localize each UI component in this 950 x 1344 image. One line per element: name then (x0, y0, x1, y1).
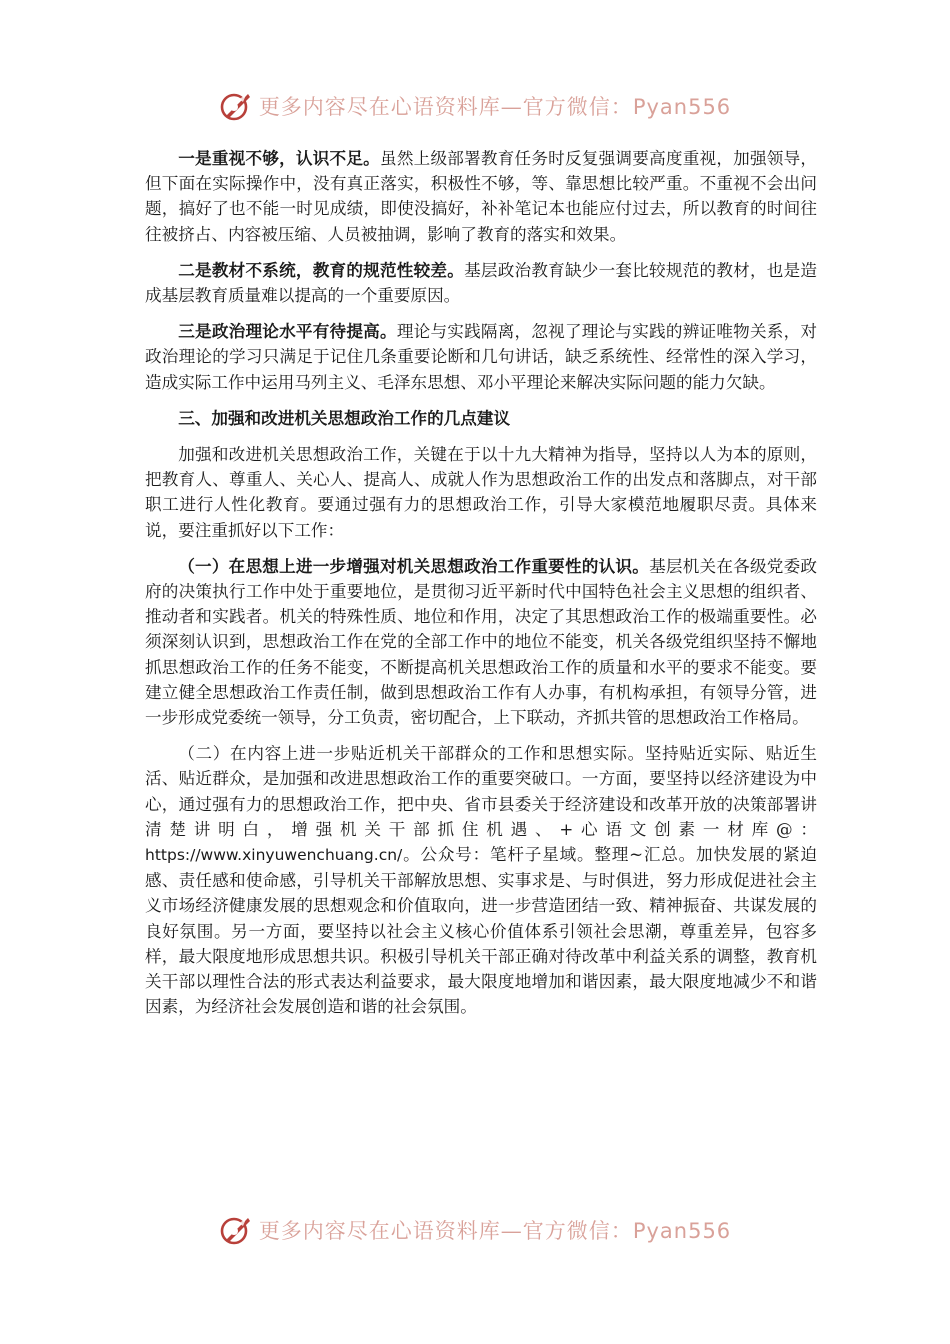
paragraph-lead: 一是重视不够，认识不足。 (178, 148, 380, 168)
paragraph-1 (145, 146, 817, 247)
paragraph-6 (145, 554, 817, 730)
paragraph-2 (145, 258, 817, 308)
paragraph-text: （二）在内容上进一步贴近机关干部群众的工作和思想实际。坚持贴近实际、贴近生活、贴近群众，是加强和改进思想政治工作的重要突破口。一方面，要坚持以经济建设为中心，通过强有力的思想政治工作，把中央、省市县委关于经济建设和改革开放的决策部署讲清楚讲明白，增强机关干部抓住机遇、+心语文创素一材库@： (145, 744, 817, 839)
section-heading-text: 三、加强和改进机关思想政治工作的几点建议 (178, 407, 511, 428)
paragraph-lead: （一）在思想上进一步增强对机关思想政治工作重要性的认识。 (178, 555, 650, 576)
section-heading (145, 406, 817, 431)
banner-text: 更多内容尽在心语资料库—官方微信：Pyan556 (258, 1219, 732, 1243)
paragraph-lead: 三是政治理论水平有待提高。 (178, 321, 397, 342)
paragraph-lead: 二是教材不系统，教育的规范性较差。 (178, 259, 465, 280)
paragraph-text: 基层机关在各级党委政府的决策执行工作中处于重要地位，是贯彻习近平新时代中国特色社会主义思想的组织者、推动者和实践者。机关的特殊性质、地位和作用，决定了其思想政治工作的极端重要性。必须深刻认识到，思想政治工作在党的全部工作中的地位不能变，机关各级党组织坚持不懈地抓思想政治工作的任务不能变，不断提高机关思想政治工作的质量和水平的要求不能变。要建立健全思想政治工作责任制，做到思想政治工作有人办事，有机构承担，有领导分管，进一步形成党委统一领导，分工负责，密切配合，上下联动，齐抓共管的思想政治工作格局。 (145, 556, 818, 728)
paragraph-5 (145, 442, 817, 543)
paragraph-text: 加强和改进机关思想政治工作，关键在于以十九大精神为指导，坚持以人为本的原则，把教育人、尊重人、关心人、提高人、成就人作为思想政治工作的出发点和落脚点，对干部职工进行人性化教育。要通过强有力的思想政治工作，引导大家模范地履职尽责。具体来说，要注重抓好以下工作： (145, 445, 817, 540)
paragraph-text: 。公众号：笔杆子星域。整理~汇总。加快发展的紧迫感、责任感和使命感，引导机关干部解放思想、实事求是、与时俱进，努力形成促进社会主义市场经济健康发展的思想观念和价值取向，进一步营造团结一致、精神振奋、共谋发展的良好氛围。另一方面，要坚持以社会主义核心价值体系引领社会思潮，尊重差异，包容多样，最大限度地形成思想共识。积极引导机关干部正确对待改革中利益关系的调整，教育机关干部以理性合法的形式表达利益要求，最大限度地增加和谐因素，最大限度地减少不和谐因素，为经济社会发展创造和谐的社会氛围。 (145, 845, 817, 1017)
header-watermark-banner (0, 86, 950, 126)
document-body (145, 146, 817, 1031)
quill-logo-icon (219, 89, 253, 123)
footer-watermark-banner (0, 1210, 950, 1250)
paragraph-7 (145, 741, 817, 1019)
paragraph-3 (145, 319, 817, 395)
quill-logo-icon (219, 1213, 253, 1247)
banner-text: 更多内容尽在心语资料库—官方微信：Pyan556 (258, 95, 732, 119)
paragraph-text: 基层政治教育缺少一套比较规范的教材，也是造成基层教育质量难以提高的一个重要原因。 (145, 260, 818, 306)
paragraph-text: 理论与实践隔离，忽视了理论与实践的辨证唯物关系，对政治理论的学习只满足于记住几条重要论断和几句讲话，缺乏系统性、经常性的深入学习，造成实际工作中运用马列主义、毛泽东思想、邓小平理论来解决实际问题的能力欠缺。 (145, 322, 818, 392)
paragraph-text: 虽然上级部署教育任务时反复强调要高度重视，加强领导，但下面在实际操作中，没有真正落实，积极性不够，等、靠思想比较严重。不重视不会出问题，搞好了也不能一时见成绩，即使没搞好，补补笔记本也能应付过去，所以教育的时间往往被挤占、内容被压缩、人员被抽调，影响了教育的落实和效果。 (145, 149, 818, 244)
source-url: https://www.xinyuwenchuang.cn/ (145, 846, 403, 865)
